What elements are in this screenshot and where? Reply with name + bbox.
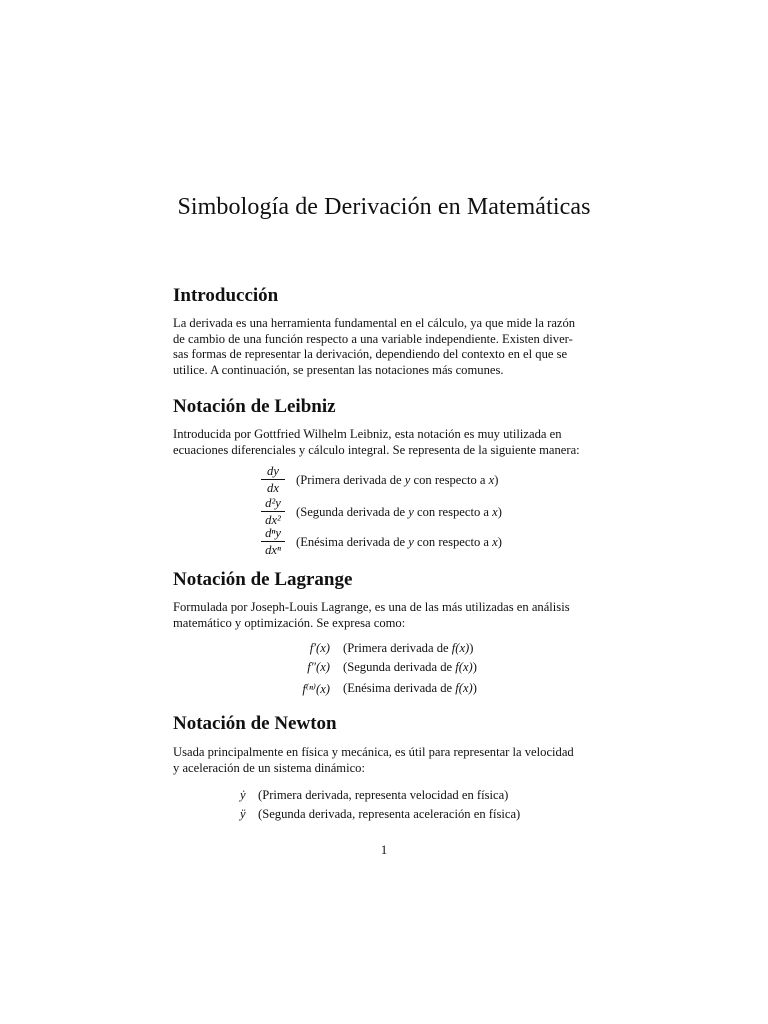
paragraph-line: matemático y optimización. Se expresa como: bbox=[173, 615, 406, 630]
leibniz-description-1 bbox=[296, 473, 498, 488]
description-text: ) bbox=[469, 641, 474, 655]
fraction-bar bbox=[261, 541, 285, 542]
leibniz-fraction-1 bbox=[253, 465, 293, 495]
math-variable: y bbox=[404, 473, 411, 487]
paragraph-line: y aceleración de un sistema dinámico: bbox=[173, 760, 365, 775]
description-text: (Primera derivada de bbox=[296, 473, 405, 487]
paragraph-line: Usada principalmente en física y mecánica, es útil para representar la velocidad bbox=[173, 745, 574, 759]
leibniz-description-3 bbox=[296, 535, 502, 550]
fraction-numerator: d²y bbox=[265, 496, 281, 510]
lagrange-description-2 bbox=[343, 660, 477, 675]
section-heading-newton: Notación de Newton bbox=[173, 713, 337, 734]
lagrange-paragraph bbox=[173, 600, 617, 631]
section-heading-lagrange: Notación de Lagrange bbox=[173, 569, 353, 590]
description-text: (Primera derivada de bbox=[343, 641, 452, 655]
fraction-denominator: dx bbox=[267, 481, 279, 495]
newton-paragraph bbox=[173, 745, 617, 776]
description-text: ) bbox=[497, 505, 502, 519]
section-heading-leibniz: Notación de Leibniz bbox=[173, 396, 336, 417]
description-text: ) bbox=[497, 535, 502, 549]
fraction-denominator: dx² bbox=[265, 513, 281, 527]
description-text: ) bbox=[472, 660, 477, 674]
newton-description-1: (Primera derivada, representa velocidad en física) bbox=[258, 788, 509, 802]
paragraph-line: utilice. A continuación, se presentan las notaciones más comunes. bbox=[173, 363, 504, 378]
description-text: ) bbox=[472, 681, 477, 695]
description-text: con respecto a bbox=[413, 505, 493, 519]
intro-paragraph bbox=[173, 316, 617, 379]
description-text: (Enésima derivada de bbox=[296, 535, 409, 549]
lagrange-expression-1: f′(x) bbox=[309, 641, 330, 655]
math-expression: f(x) bbox=[455, 681, 473, 695]
newton-expression-2: ÿ bbox=[240, 807, 246, 821]
leibniz-description-2 bbox=[296, 505, 502, 520]
fraction-bar bbox=[261, 511, 285, 512]
leibniz-fraction-2 bbox=[253, 497, 293, 527]
fraction-denominator: dxⁿ bbox=[265, 543, 281, 557]
newton-expression-1: ẏ bbox=[240, 788, 246, 802]
lagrange-description-1 bbox=[343, 641, 473, 656]
paragraph-line: La derivada es una herramienta fundamental en el cálculo, ya que mide la razón bbox=[173, 316, 576, 330]
paragraph-line: de cambio de una función respecto a una variable independiente. Existen diver- bbox=[173, 331, 573, 346]
document-title: Simbología de Derivación en Matemáticas bbox=[177, 194, 591, 220]
page-number: 1 bbox=[380, 843, 388, 857]
description-text: con respecto a bbox=[410, 473, 489, 487]
fraction-numerator: dy bbox=[267, 464, 279, 478]
lagrange-description-3 bbox=[343, 681, 477, 696]
math-variable: x bbox=[488, 473, 495, 487]
description-text: (Segunda derivada de bbox=[296, 505, 409, 519]
newton-description-2: (Segunda derivada, representa aceleración en física) bbox=[258, 807, 521, 821]
paragraph-line: Formulada por Joseph-Louis Lagrange, es una de las más utilizadas en análisis bbox=[173, 600, 570, 614]
fraction-bar bbox=[261, 479, 285, 480]
leibniz-paragraph bbox=[173, 427, 617, 458]
lagrange-expression-3: f⁽ⁿ⁾(x) bbox=[302, 682, 330, 696]
math-variable: y bbox=[408, 505, 414, 519]
math-expression: f(x) bbox=[451, 641, 470, 655]
paragraph-line: sas formas de representar la derivación, dependiendo del contexto en el que se bbox=[173, 347, 568, 362]
leibniz-fraction-3 bbox=[253, 527, 293, 557]
description-text: ) bbox=[494, 473, 499, 487]
description-text: (Segunda derivada de bbox=[343, 660, 456, 674]
description-text: (Enésima derivada de bbox=[343, 681, 456, 695]
math-expression: f(x) bbox=[455, 660, 473, 674]
math-variable: x bbox=[492, 535, 498, 549]
math-variable: x bbox=[492, 505, 498, 519]
description-text: con respecto a bbox=[413, 535, 493, 549]
paragraph-line: ecuaciones diferenciales y cálculo integral. Se representa de la siguiente manera: bbox=[173, 442, 580, 457]
lagrange-expression-2: f″(x) bbox=[307, 660, 330, 674]
section-heading-introduccion: Introducción bbox=[173, 285, 279, 306]
math-variable: y bbox=[408, 535, 414, 549]
fraction-numerator: dⁿy bbox=[265, 526, 281, 540]
paragraph-line: Introducida por Gottfried Wilhelm Leibniz, esta notación es muy utilizada en bbox=[173, 427, 562, 441]
